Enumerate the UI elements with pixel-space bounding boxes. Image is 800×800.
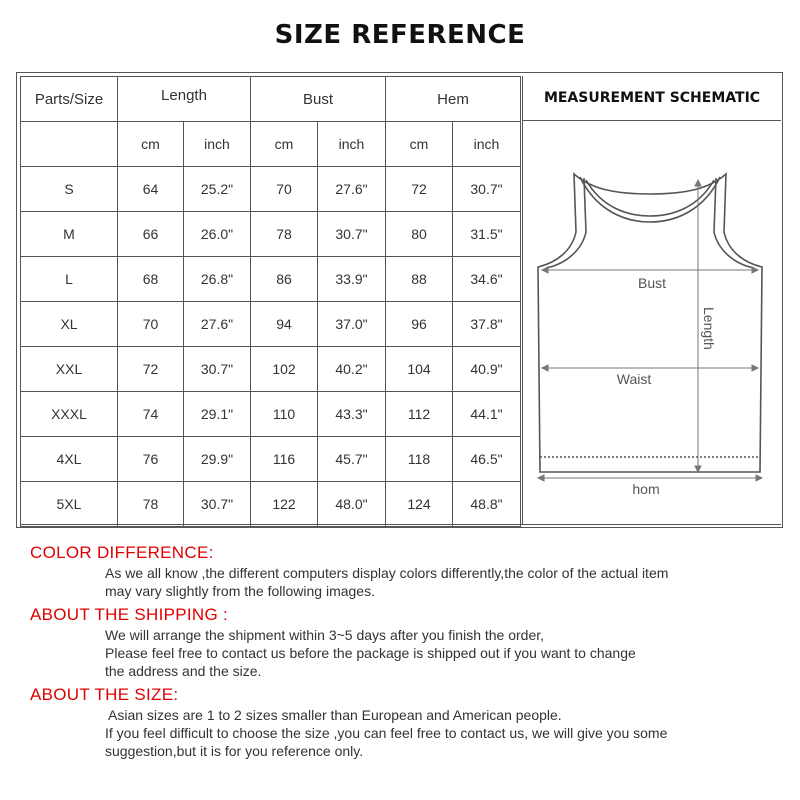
bust-inch-cell: 33.9" [318, 257, 386, 302]
length-cm-cell: 66 [118, 212, 184, 257]
size-cell: 5XL [21, 482, 118, 527]
size-cell: M [21, 212, 118, 257]
size-cell: XXL [21, 347, 118, 392]
bust-cm-cell: 70 [251, 167, 318, 212]
bust-label: Bust [637, 275, 667, 291]
bust-cm-cell: 116 [251, 437, 318, 482]
hem-inch-cell: 30.7" [453, 167, 521, 212]
bust-cm-cell: 78 [251, 212, 318, 257]
length-inch-cell: 30.7" [184, 347, 251, 392]
bust-cm-cell: 102 [251, 347, 318, 392]
table-row [21, 212, 521, 257]
length-cm-cell: 72 [118, 347, 184, 392]
unit-row [21, 122, 521, 167]
length-inch-cell: 27.6" [184, 302, 251, 347]
length-inch-cell: 25.2" [184, 167, 251, 212]
hem-inch-cell: 44.1" [453, 392, 521, 437]
unit-cm: cm [386, 122, 453, 167]
table-row [21, 302, 521, 347]
bust-cm-cell: 122 [251, 482, 318, 527]
length-cm-cell: 78 [118, 482, 184, 527]
hem-cm-cell: 124 [386, 482, 453, 527]
length-cm-cell: 64 [118, 167, 184, 212]
table-row [21, 257, 521, 302]
bust-cm-cell: 86 [251, 257, 318, 302]
hem-inch-cell: 37.8" [453, 302, 521, 347]
unit-inch: inch [184, 122, 251, 167]
size-table [20, 76, 521, 527]
unit-cm: cm [118, 122, 184, 167]
bust-inch-cell: 45.7" [318, 437, 386, 482]
parts-size-header: Parts/Size [21, 77, 118, 122]
size-cell: XXXL [21, 392, 118, 437]
table-header-row [21, 77, 521, 122]
bust-inch-cell: 43.3" [318, 392, 386, 437]
color-difference-heading: COLOR DIFFERENCE: [30, 543, 214, 562]
hem-cm-cell: 88 [386, 257, 453, 302]
bust-inch-cell: 48.0" [318, 482, 386, 527]
page-title: SIZE REFERENCE [274, 20, 526, 50]
hem-inch-cell: 31.5" [453, 212, 521, 257]
shipping-block [30, 604, 790, 680]
length-cm-cell: 76 [118, 437, 184, 482]
bust-header: Bust [251, 77, 386, 122]
hem-cm-cell: 72 [386, 167, 453, 212]
size-line: suggestion,but it is for you reference only. [105, 743, 364, 759]
hem-inch-cell: 48.8" [453, 482, 521, 527]
bust-inch-cell: 27.6" [318, 167, 386, 212]
size-line: If you feel difficult to choose the size ,you can feel free to contact us, we will give you some [105, 725, 668, 741]
measure-lines [538, 180, 762, 481]
color-difference-line: As we all know ,the different computers display colors differently,the color of the actual item [105, 565, 669, 581]
hem-inch-cell: 46.5" [453, 437, 521, 482]
length-inch-cell: 29.1" [184, 392, 251, 437]
shipping-line: Please feel free to contact us before the package is shipped out if you want to change [105, 645, 636, 661]
hem-inch-cell: 40.9" [453, 347, 521, 392]
table-row [21, 167, 521, 212]
chart-bottom-border [20, 524, 781, 525]
schematic-title: MEASUREMENT SCHEMATIC [523, 76, 781, 121]
shipping-heading: ABOUT THE SHIPPING : [30, 605, 229, 624]
size-line: Asian sizes are 1 to 2 sizes smaller than European and American people. [108, 707, 562, 723]
shipping-line: We will arrange the shipment within 3~5 days after you finish the order, [105, 627, 545, 643]
length-cm-cell: 70 [118, 302, 184, 347]
tank-top-outline [538, 174, 762, 472]
hem-cm-cell: 80 [386, 212, 453, 257]
length-cm-cell: 74 [118, 392, 184, 437]
color-difference-block [30, 542, 790, 600]
waist-label: Waist [616, 371, 652, 387]
table-row [21, 392, 521, 437]
size-heading: ABOUT THE SIZE: [30, 685, 179, 704]
bust-inch-cell: 37.0" [318, 302, 386, 347]
table-row [21, 347, 521, 392]
hem-cm-cell: 112 [386, 392, 453, 437]
bust-cm-cell: 110 [251, 392, 318, 437]
size-cell: XL [21, 302, 118, 347]
bust-inch-cell: 30.7" [318, 212, 386, 257]
bust-cm-cell: 94 [251, 302, 318, 347]
unit-inch: inch [453, 122, 521, 167]
size-block [30, 684, 790, 760]
hem-cm-cell: 96 [386, 302, 453, 347]
size-cell: 4XL [21, 437, 118, 482]
tank-top-schematic [524, 122, 780, 522]
length-inch-cell: 29.9" [184, 437, 251, 482]
length-label: Length [701, 307, 717, 350]
shipping-line: the address and the size. [105, 663, 262, 679]
length-inch-cell: 26.0" [184, 212, 251, 257]
table-row [21, 482, 521, 527]
bust-inch-cell: 40.2" [318, 347, 386, 392]
schematic-divider [522, 76, 523, 524]
hem-header: Hem [386, 77, 521, 122]
unit-inch: inch [318, 122, 386, 167]
length-header: Length [118, 77, 251, 122]
size-cell: S [21, 167, 118, 212]
length-inch-cell: 26.8" [184, 257, 251, 302]
hem-cm-cell: 104 [386, 347, 453, 392]
unit-cm: cm [251, 122, 318, 167]
unit-blank [21, 122, 118, 167]
hem-cm-cell: 118 [386, 437, 453, 482]
color-difference-line: may vary slightly from the following images. [105, 583, 375, 599]
notes-section [30, 542, 790, 764]
length-inch-cell: 30.7" [184, 482, 251, 527]
hem-inch-cell: 34.6" [453, 257, 521, 302]
size-cell: L [21, 257, 118, 302]
length-cm-cell: 68 [118, 257, 184, 302]
table-row [21, 437, 521, 482]
hem-label: hom [632, 481, 660, 497]
